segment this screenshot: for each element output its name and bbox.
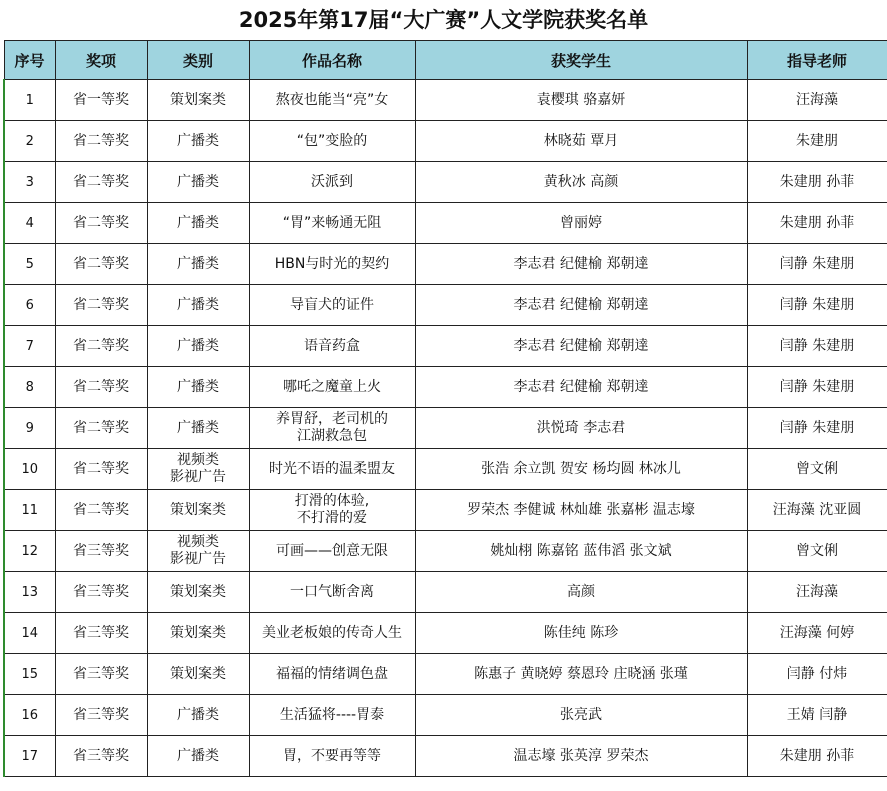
header-work: 作品名称	[249, 41, 415, 80]
students-cell: 洪悦琦 李志君	[415, 408, 747, 449]
award-cell: 省一等奖	[55, 80, 147, 121]
students-cell: 李志君 纪健榆 郑朝達	[415, 285, 747, 326]
award-cell: 省三等奖	[55, 654, 147, 695]
category-cell: 广播类	[147, 326, 249, 367]
row-number: 16	[4, 695, 55, 736]
table-row	[4, 162, 887, 203]
work-title-cell: “包”变脸的	[249, 121, 415, 162]
advisor-cell: 汪海藻	[747, 572, 887, 613]
table-row	[4, 654, 887, 695]
category-cell: 广播类	[147, 244, 249, 285]
advisor-cell: 曾文俐	[747, 449, 887, 490]
work-title-cell: HBN与时光的契约	[249, 244, 415, 285]
award-cell: 省二等奖	[55, 449, 147, 490]
work-title-cell: “胃”来畅通无阻	[249, 203, 415, 244]
award-cell: 省二等奖	[55, 162, 147, 203]
category-cell: 广播类	[147, 285, 249, 326]
table-row	[4, 572, 887, 613]
table-row	[4, 736, 887, 777]
work-title-cell: 熬夜也能当“亮”女	[249, 80, 415, 121]
advisor-cell: 汪海藻 沈亚圆	[747, 490, 887, 531]
row-number: 9	[4, 408, 55, 449]
category-cell: 策划案类	[147, 572, 249, 613]
work-title-cell: 时光不语的温柔盟友	[249, 449, 415, 490]
work-title-cell: 沃派到	[249, 162, 415, 203]
header-row	[4, 41, 887, 80]
students-cell: 陈佳纯 陈珍	[415, 613, 747, 654]
row-number: 7	[4, 326, 55, 367]
row-number: 3	[4, 162, 55, 203]
advisor-cell: 朱建朋	[747, 121, 887, 162]
award-cell: 省二等奖	[55, 244, 147, 285]
advisor-cell: 闫静 朱建朋	[747, 244, 887, 285]
award-cell: 省二等奖	[55, 326, 147, 367]
category-cell: 广播类	[147, 736, 249, 777]
row-number: 17	[4, 736, 55, 777]
award-cell: 省三等奖	[55, 613, 147, 654]
category-cell: 策划案类	[147, 490, 249, 531]
table-row	[4, 531, 887, 572]
advisor-cell: 汪海藻	[747, 80, 887, 121]
table-row	[4, 613, 887, 654]
row-number: 10	[4, 449, 55, 490]
award-cell: 省三等奖	[55, 695, 147, 736]
students-cell: 袁樱琪 骆嘉妍	[415, 80, 747, 121]
row-number: 15	[4, 654, 55, 695]
work-title-cell: 可画——创意无限	[249, 531, 415, 572]
category-cell: 策划案类	[147, 613, 249, 654]
table-row	[4, 326, 887, 367]
award-cell: 省二等奖	[55, 367, 147, 408]
category-cell: 广播类	[147, 408, 249, 449]
work-title-cell: 打滑的体验, 不打滑的爱	[249, 490, 415, 531]
work-title-cell: 胃，不要再等等	[249, 736, 415, 777]
award-cell: 省二等奖	[55, 408, 147, 449]
row-number: 1	[4, 80, 55, 121]
students-cell: 曾丽婷	[415, 203, 747, 244]
category-cell: 视频类 影视广告	[147, 531, 249, 572]
students-cell: 温志壕 张英淳 罗荣杰	[415, 736, 747, 777]
table-row	[4, 203, 887, 244]
award-cell: 省三等奖	[55, 531, 147, 572]
work-title-cell: 美业老板娘的传奇人生	[249, 613, 415, 654]
award-table	[3, 40, 887, 777]
row-number: 2	[4, 121, 55, 162]
advisor-cell: 闫静 朱建朋	[747, 367, 887, 408]
category-cell: 广播类	[147, 203, 249, 244]
category-cell: 广播类	[147, 695, 249, 736]
award-cell: 省二等奖	[55, 203, 147, 244]
row-number: 11	[4, 490, 55, 531]
header-no: 序号	[4, 41, 55, 80]
table-row	[4, 285, 887, 326]
students-cell: 李志君 纪健榆 郑朝達	[415, 326, 747, 367]
students-cell: 李志君 纪健榆 郑朝達	[415, 244, 747, 285]
award-cell: 省二等奖	[55, 285, 147, 326]
page-title: 2025年第17届“大广赛”人文学院获奖名单	[238, 8, 649, 32]
advisor-cell: 王婧 闫静	[747, 695, 887, 736]
advisor-cell: 闫静 朱建朋	[747, 285, 887, 326]
students-cell: 罗荣杰 李健诚 林灿雄 张嘉彬 温志壕	[415, 490, 747, 531]
row-number: 8	[4, 367, 55, 408]
award-cell: 省二等奖	[55, 490, 147, 531]
students-cell: 张浩 余立凯 贺安 杨均圆 林冰儿	[415, 449, 747, 490]
header-category: 类别	[147, 41, 249, 80]
work-title-cell: 生活猛将----胃泰	[249, 695, 415, 736]
row-number: 6	[4, 285, 55, 326]
category-cell: 策划案类	[147, 654, 249, 695]
students-cell: 陈惠子 黄晓婷 蔡恩玲 庄晓涵 张瑾	[415, 654, 747, 695]
work-title-cell: 福福的情绪调色盘	[249, 654, 415, 695]
row-number: 13	[4, 572, 55, 613]
work-title-cell: 导盲犬的证件	[249, 285, 415, 326]
category-cell: 广播类	[147, 367, 249, 408]
table-row	[4, 408, 887, 449]
header-award: 奖项	[55, 41, 147, 80]
category-cell: 视频类 影视广告	[147, 449, 249, 490]
category-cell: 广播类	[147, 162, 249, 203]
students-cell: 姚灿栩 陈嘉铭 蓝伟滔 张文斌	[415, 531, 747, 572]
work-title-cell: 一口气断舍离	[249, 572, 415, 613]
work-title-cell: 养胃舒，老司机的 江湖救急包	[249, 408, 415, 449]
table-row	[4, 695, 887, 736]
table-row	[4, 449, 887, 490]
category-cell: 广播类	[147, 121, 249, 162]
award-cell: 省三等奖	[55, 572, 147, 613]
table-row	[4, 121, 887, 162]
table-row	[4, 80, 887, 121]
students-cell: 黄秋冰 高颜	[415, 162, 747, 203]
category-cell: 策划案类	[147, 80, 249, 121]
row-number: 14	[4, 613, 55, 654]
advisor-cell: 朱建朋 孙菲	[747, 736, 887, 777]
award-cell: 省三等奖	[55, 736, 147, 777]
students-cell: 林晓茹 覃月	[415, 121, 747, 162]
students-cell: 张亮武	[415, 695, 747, 736]
table-row	[4, 367, 887, 408]
advisor-cell: 闫静 朱建朋	[747, 326, 887, 367]
row-number: 4	[4, 203, 55, 244]
students-cell: 高颜	[415, 572, 747, 613]
advisor-cell: 曾文俐	[747, 531, 887, 572]
header-advisor: 指导老师	[747, 41, 887, 80]
advisor-cell: 朱建朋 孙菲	[747, 162, 887, 203]
advisor-cell: 闫静 朱建朋	[747, 408, 887, 449]
advisor-cell: 朱建朋 孙菲	[747, 203, 887, 244]
work-title-cell: 语音药盒	[249, 326, 415, 367]
award-cell: 省二等奖	[55, 121, 147, 162]
advisor-cell: 汪海藻 何婷	[747, 613, 887, 654]
table-row	[4, 490, 887, 531]
work-title-cell: 哪吒之魔童上火	[249, 367, 415, 408]
advisor-cell: 闫静 付炜	[747, 654, 887, 695]
row-number: 12	[4, 531, 55, 572]
students-cell: 李志君 纪健榆 郑朝達	[415, 367, 747, 408]
row-number: 5	[4, 244, 55, 285]
table-row	[4, 244, 887, 285]
header-students: 获奖学生	[415, 41, 747, 80]
